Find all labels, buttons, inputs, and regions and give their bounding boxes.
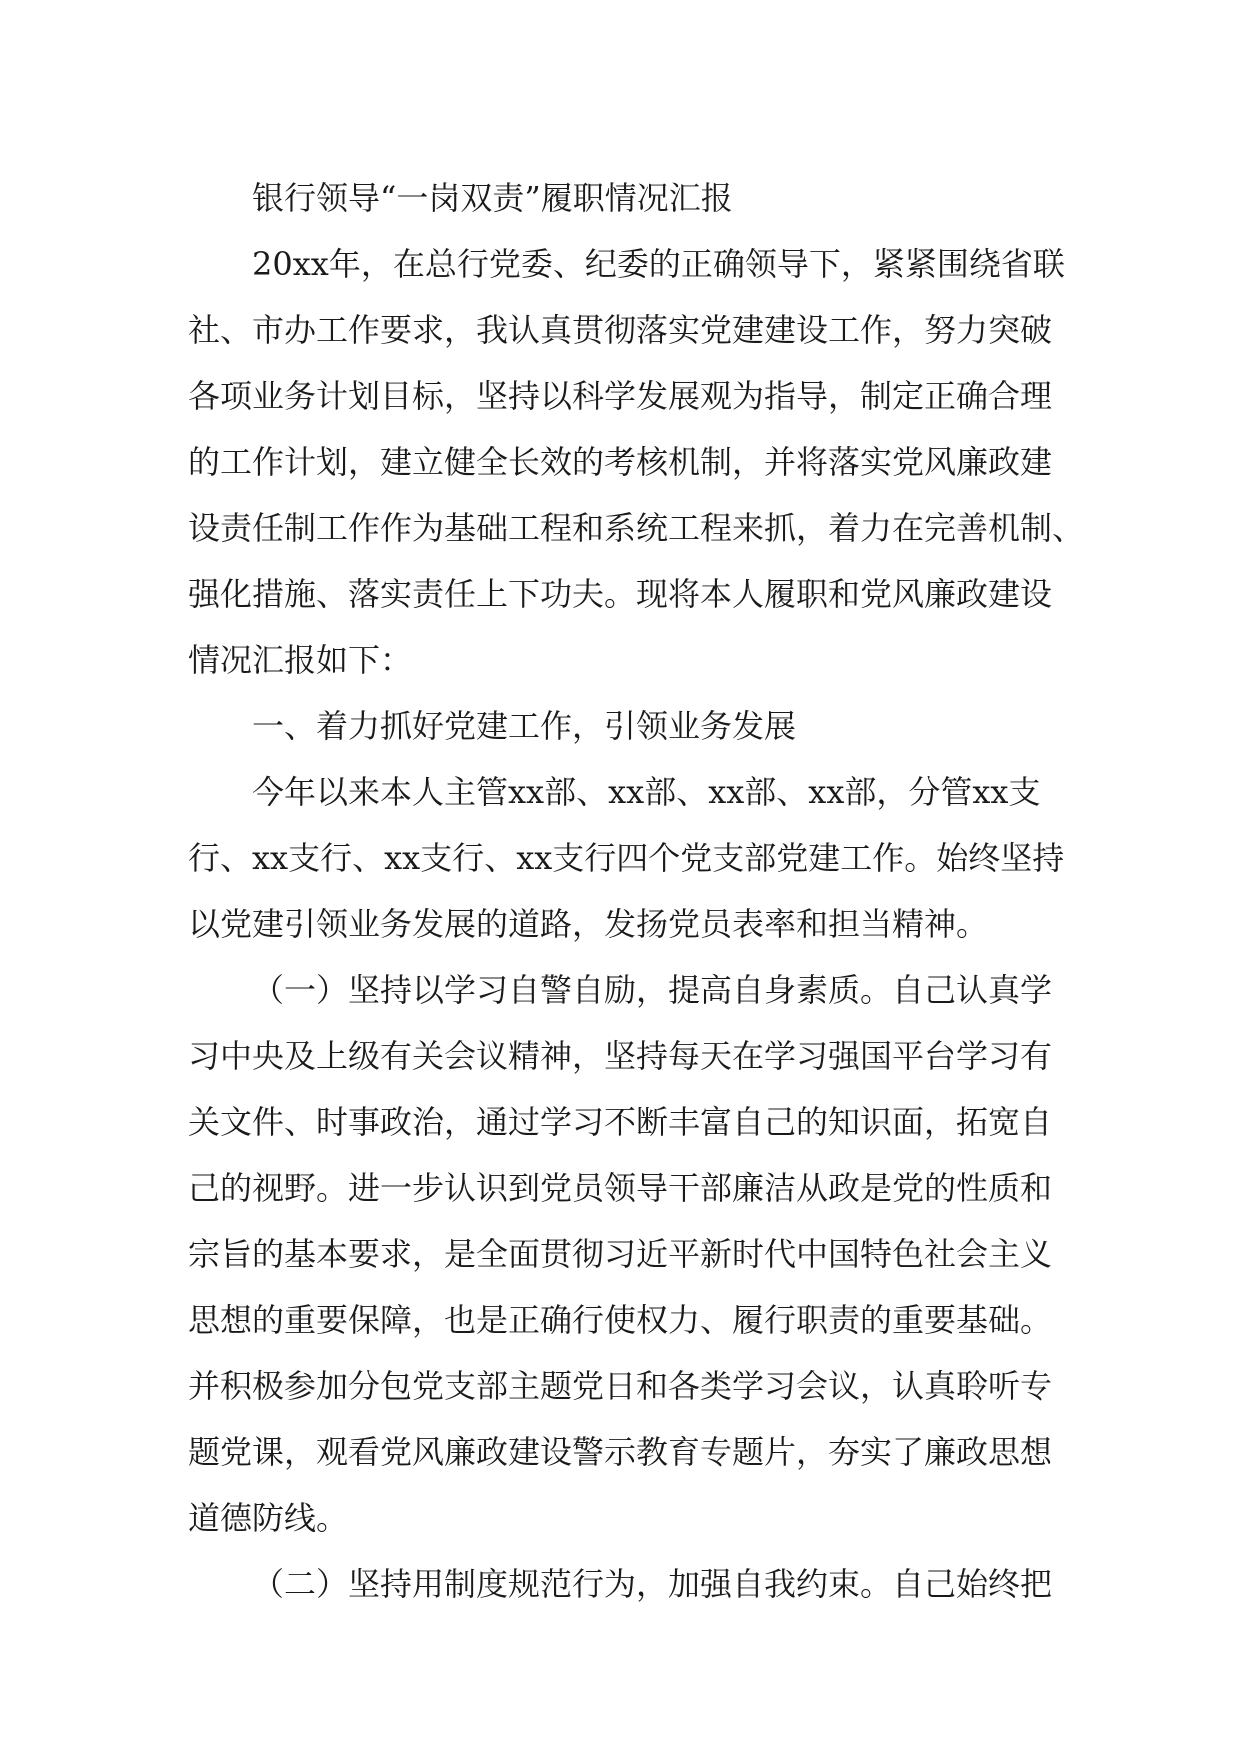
section-heading: 一、着力抓好党建工作，引领业务发展: [252, 707, 797, 745]
paragraph-line: 的工作计划，建立健全长效的考核机制，并将落实党风廉政建: [188, 443, 1053, 481]
paragraph-line: 习中央及上级有关会议精神，坚持每天在学习强国平台学习有: [188, 1037, 1053, 1075]
paragraph-line: 思想的重要保障，也是正确行使权力、履行职责的重要基础。: [188, 1301, 1053, 1339]
paragraph-line: 今年以来本人主管xx部、xx部、xx部、xx部，分管xx支: [252, 773, 1041, 811]
paragraph-line: 各项业务计划目标，坚持以科学发展观为指导，制定正确合理: [188, 377, 1053, 415]
paragraph-line: 道德防线。: [188, 1499, 349, 1537]
paragraph-line: 题党课，观看党风廉政建设警示教育专题片，夯实了廉政思想: [188, 1433, 1053, 1471]
paragraph-line: 设责任制工作作为基础工程和系统工程来抓，着力在完善机制、: [188, 509, 1085, 547]
subsection-line: （一）坚持以学习自警自励，提高自身素质。自己认真学: [252, 971, 1053, 1009]
paragraph-line: 20xx年，在总行党委、纪委的正确领导下，紧紧围绕省联: [252, 245, 1065, 283]
paragraph-line: 己的视野。进一步认识到党员领导干部廉洁从政是党的性质和: [188, 1169, 1053, 1207]
paragraph-line: 关文件、时事政治，通过学习不断丰富自己的知识面，拓宽自: [188, 1103, 1053, 1141]
paragraph-line: 行、xx支行、xx支行、xx支行四个党支部党建工作。始终坚持: [188, 839, 1065, 877]
paragraph-line: 社、市办工作要求，我认真贯彻落实党建建设工作，努力突破: [188, 311, 1053, 349]
paragraph-line: 并积极参加分包党支部主题党日和各类学习会议，认真聆听专: [188, 1367, 1053, 1405]
document-title: 银行领导“一岗双责”履职情况汇报: [252, 179, 733, 217]
paragraph-line: 以党建引领业务发展的道路，发扬党员表率和担当精神。: [188, 905, 989, 943]
paragraph-line: 情况汇报如下：: [188, 641, 413, 679]
paragraph-line: 宗旨的基本要求，是全面贯彻习近平新时代中国特色社会主义: [188, 1235, 1053, 1273]
subsection-line: （二）坚持用制度规范行为，加强自我约束。自己始终把: [252, 1565, 1053, 1603]
paragraph-line: 强化措施、落实责任上下功夫。现将本人履职和党风廉政建设: [188, 575, 1053, 613]
